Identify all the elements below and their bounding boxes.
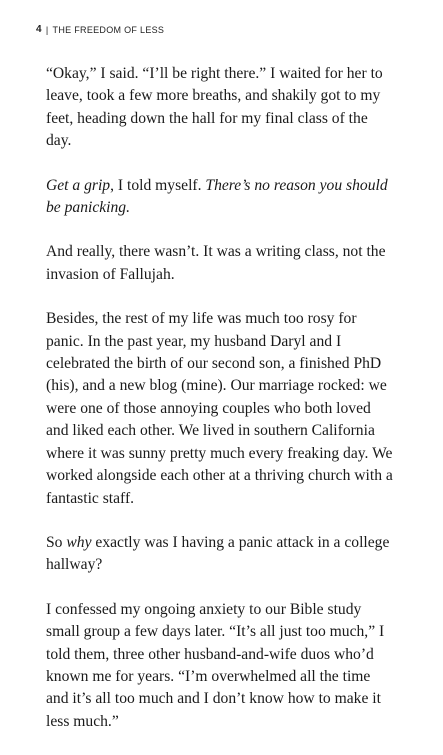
paragraph-4: Besides, the rest of my life was much too rosy for panic. In the past year, my husband Daryl and I celebrated the birth of our second son, a finished PhD (his), and a new blog (mine). Our marriage rocked: we were one of those annoying couples who both loved and liked each other. We lived in southern California where it was sunny pretty much every freaking day. We worked alongside each other at a thriving church with a fantastic staff. bbox=[46, 310, 393, 507]
paragraph-text: So bbox=[46, 533, 67, 551]
header-separator: | bbox=[45, 24, 49, 35]
paragraph-3: And really, there wasn’t. It was a writing class, not the invasion of Fallujah. bbox=[46, 243, 386, 283]
body-text bbox=[46, 63, 396, 755]
paragraph-2 bbox=[46, 175, 396, 220]
paragraph-text: , I told myself. bbox=[110, 176, 206, 194]
running-title: THE FREEDOM OF LESS bbox=[52, 24, 165, 35]
italic-phrase: There’s no reason you should be panicking. bbox=[46, 176, 388, 217]
italic-phrase: Get a grip bbox=[46, 176, 111, 194]
paragraph-6: I confessed my ongoing anxiety to our Bible study small group a few days later. “It’s all just too much,” I told them, three other husband-and-wife duos who’d known me for years. “I’m overwhelmed all the time and it’s all too much and I don’t know how to make it less much.” bbox=[46, 600, 385, 730]
paragraph-1: “Okay,” I said. “I’ll be right there.” I waited for her to leave, took a few more breaths, and shakily got to my feet, heading down the hall for my final class of the day. bbox=[46, 65, 383, 150]
paragraph-text: exactly was I having a panic attack in a college hallway? bbox=[46, 533, 390, 574]
page-number: 4 bbox=[36, 24, 42, 35]
running-header bbox=[36, 24, 164, 35]
paragraph-5 bbox=[46, 532, 396, 577]
italic-word: why bbox=[66, 533, 92, 551]
